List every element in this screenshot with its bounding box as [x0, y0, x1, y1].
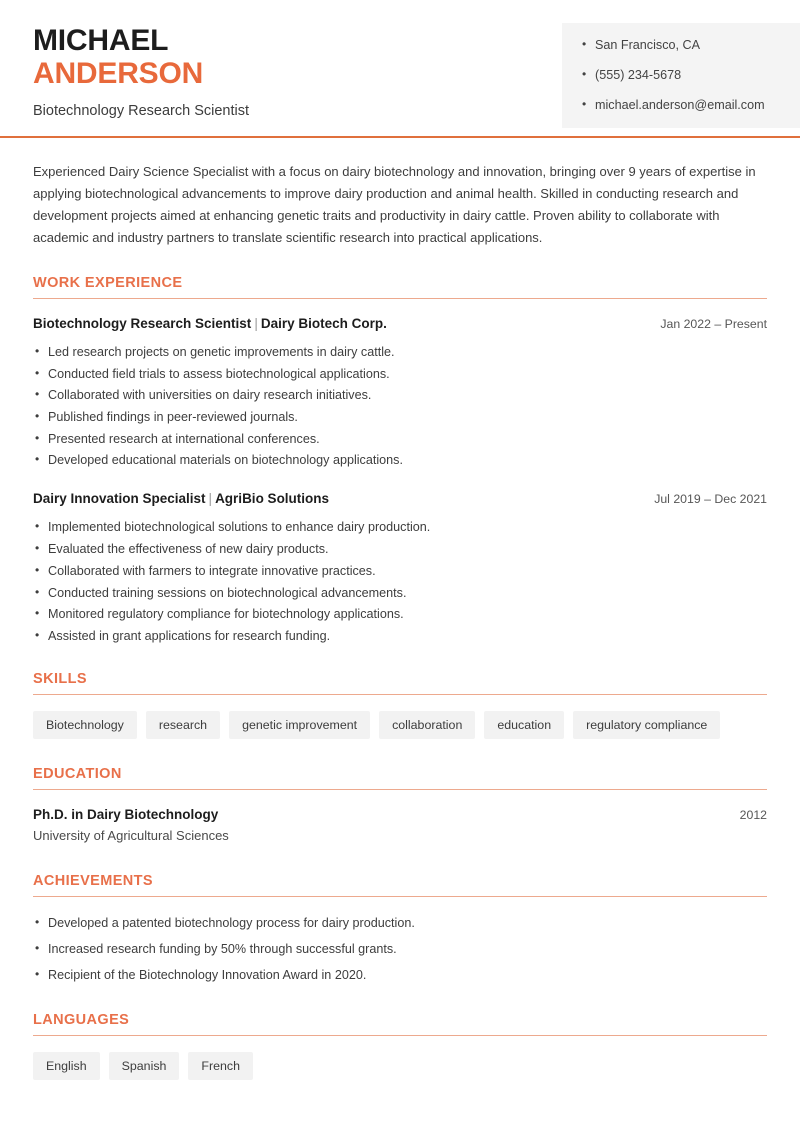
- section-title-skills: SKILLS: [33, 670, 87, 687]
- education-degree: Ph.D. in Dairy Biotechnology: [33, 806, 219, 822]
- bullet-item: • Led research projects on genetic improvements in dairy cattle.: [33, 344, 767, 360]
- section-title-work-experience: WORK EXPERIENCE: [33, 275, 183, 291]
- last-name: ANDERSON: [33, 57, 204, 90]
- language-chip: English: [33, 1052, 100, 1080]
- section-rule: [33, 1035, 767, 1036]
- achievements-list: [33, 915, 767, 983]
- work-entry-role: Dairy Innovation Specialist: [33, 491, 206, 507]
- work-entry-bullets: [33, 344, 767, 468]
- work-entry-title: [33, 315, 387, 332]
- skill-chip: collaboration: [379, 711, 475, 739]
- work-entry-company: Dairy Biotech Corp.: [260, 316, 387, 331]
- bullet-item: • Assisted in grant applications for research funding.: [33, 628, 767, 644]
- name-first-line: [33, 24, 249, 57]
- education-entry: [33, 806, 767, 845]
- skill-chip: Biotechnology: [33, 711, 137, 739]
- section-title-achievements: ACHIEVEMENTS: [33, 872, 154, 889]
- work-entry-head: [33, 315, 767, 333]
- contact-item-email[interactable]: • michael.anderson@email.com: [582, 98, 800, 113]
- section-education: [33, 766, 767, 845]
- work-entry-date: Jan 2022 – Present: [660, 317, 767, 331]
- bullet-item: • Conducted field trials to assess biotechnological applications.: [33, 366, 767, 382]
- bullet-item: • Presented research at international conferences.: [33, 431, 767, 447]
- education-institution: University of Agricultural Sciences: [33, 827, 229, 843]
- resume-content: [0, 161, 800, 1080]
- bullet-item: • Increased research funding by 50% through successful grants.: [33, 941, 767, 957]
- languages-chip-list: [33, 1052, 767, 1080]
- work-entry-company: AgriBio Solutions: [215, 491, 330, 507]
- resume-header: [0, 0, 800, 137]
- work-entry-title: [33, 490, 329, 507]
- work-entry-date: Jul 2019 – Dec 2021: [654, 492, 767, 507]
- bullet-item: • Developed a patented biotechnology process for dairy production.: [33, 915, 767, 931]
- skill-chip: education: [484, 711, 564, 739]
- section-title-languages: LANGUAGES: [33, 1011, 130, 1028]
- bullet-item: • Recipient of the Biotechnology Innovation Award in 2020.: [33, 967, 767, 983]
- language-chip: French: [188, 1052, 253, 1080]
- contact-list: [582, 38, 800, 113]
- header-accent-rule: [0, 136, 800, 138]
- work-entry-separator: |: [254, 316, 258, 331]
- work-entry-bullets: [33, 519, 767, 643]
- section-achievements: [33, 873, 767, 983]
- contact-box: [562, 23, 800, 128]
- language-chip: Spanish: [109, 1052, 180, 1080]
- bullet-item: • Monitored regulatory compliance for biotechnology applications.: [33, 606, 767, 622]
- bullet-item: • Published findings in peer-reviewed journals.: [33, 409, 767, 425]
- bullet-item: • Implemented biotechnological solutions to enhance dairy production.: [33, 519, 767, 535]
- work-entry-role: Biotechnology Research Scientist: [33, 316, 252, 331]
- first-name: MICHAEL: [33, 24, 169, 57]
- bullet-item: • Collaborated with universities on dairy research initiatives.: [33, 387, 767, 403]
- section-rule: [33, 789, 767, 790]
- section-work-experience: [33, 275, 767, 644]
- bullet-item: • Developed educational materials on biotechnology applications.: [33, 452, 767, 468]
- name-last-line: [33, 57, 249, 90]
- bullet-item: • Collaborated with farmers to integrate innovative practices.: [33, 563, 767, 579]
- work-entry-head: [33, 490, 767, 508]
- education-date: 2012: [739, 807, 767, 822]
- work-entry: [33, 490, 767, 643]
- education-entry-head: [33, 806, 767, 824]
- skill-chip: research: [146, 711, 220, 739]
- work-entry: [33, 315, 767, 468]
- header-job-title: Biotechnology Research Scientist: [33, 103, 250, 119]
- section-rule: [33, 694, 767, 695]
- section-rule: [33, 896, 767, 897]
- work-entry-separator: |: [208, 491, 213, 507]
- identity-block: [0, 0, 249, 120]
- professional-summary: Experienced Dairy Science Specialist with a focus on dairy biotechnology and innovation, bringing over 9 years of expertise in applying biotechnological advancements to improve dairy production and animal health. Skilled in conducting research and development projects aimed at enhancing genetic traits and productivity in dairy cattle. Proven ability to collaborate with academic and industry partners to translate scientific research into practical applications.: [33, 164, 756, 245]
- section-rule: [33, 298, 767, 299]
- bullet-item: • Evaluated the effectiveness of new dairy products.: [33, 541, 767, 557]
- section-title-education: EDUCATION: [33, 765, 122, 782]
- skill-chip: regulatory compliance: [573, 711, 720, 739]
- bullet-item: • Conducted training sessions on biotechnological advancements.: [33, 585, 767, 601]
- contact-item-location: • San Francisco, CA: [582, 38, 800, 53]
- section-languages: [33, 1012, 767, 1080]
- section-skills: [33, 671, 767, 739]
- skill-chip: genetic improvement: [229, 711, 370, 739]
- skills-chip-list: [33, 711, 767, 739]
- contact-item-phone[interactable]: • (555) 234-5678: [582, 68, 800, 83]
